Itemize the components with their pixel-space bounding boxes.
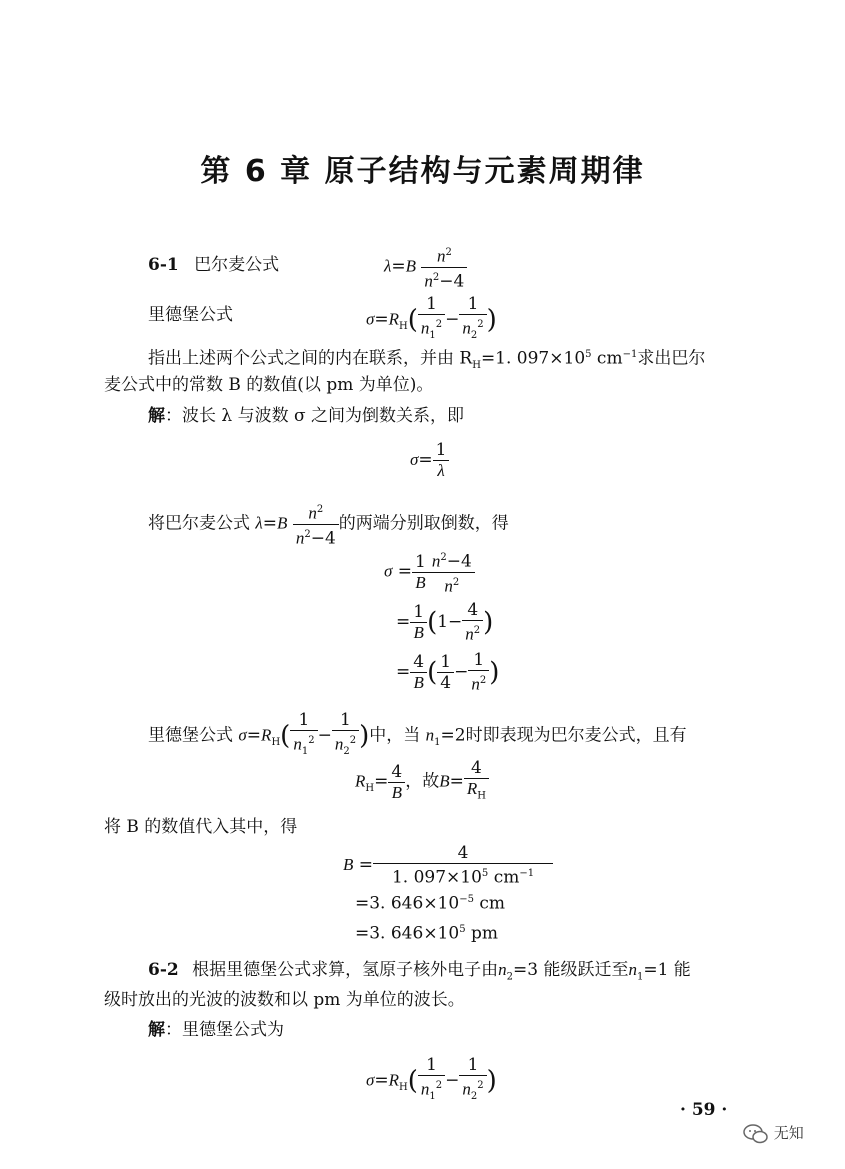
problem-2-label: 6-2 [148,960,179,980]
derivation-2: = $\frac{1}{B}$ (1− $\frac{4}{n^2}$ ) [396,600,494,644]
step-4-line: 将 B 的数值代入其中，得 [104,817,298,837]
balmer-name: 巴尔麦公式 [194,255,280,275]
watermark: 无知 [743,1122,804,1145]
rydberg-formula-2: $\sigma=R_H$( $\frac{1}{n_1^2}$ − $\frac{1}{n_2^2}$ ) [366,1055,497,1103]
rydberg-name: 里德堡公式 [148,305,233,325]
balmer-formula: λ=B $\frac{n^2}{n^2-4}$ [384,243,467,291]
problem-1-label: 6-1 [148,255,179,275]
reciprocal-formula: σ= $\frac{1}{\lambda}$ [410,440,449,481]
rydberg-formula: $\sigma=R_H$( $\frac{1}{n_1^2}$ − $\frac{1}{n_2^2}$ ) [366,294,497,342]
result-3: =3. $646\times 10^5$ pm [355,923,498,944]
problem-1-header [148,250,279,280]
page-number: · 59 · [680,1100,728,1120]
step-2-line: 将巴尔麦公式 λ=B $\frac{n^2}{n^2-4}$ 的两端分别取倒数，得 [148,500,509,548]
wechat-icon [743,1123,769,1145]
chapter-title: 第 6 章 原子结构与元素周期律 [200,154,645,189]
problem-2-line-2: 级时放出的光波的波数和以 pm 为单位的波长。 [104,990,465,1010]
result-1: B = $\frac{4}{1. 097\times 10^5 cm^{-1}}$ [343,843,553,888]
rh-relation: $R_H=$ $\frac{4}{B}$ ，故B= $\frac{4}{R_H}$ [355,758,489,806]
question-line-2: 麦公式中的常数 B 的数值(以 pm 为单位)。 [104,375,434,395]
derivation-1: σ = $\frac{1}{B}$ $\frac{n^2-4}{n^2}$ [384,548,475,596]
answer-1-line: 解：波长 λ 与波数 σ 之间为倒数关系，即 [148,406,464,426]
derivation-3: = $\frac{4}{B}$ ( $\frac{1}{4}$ − $\frac{1}{n^2}$ ) [396,650,500,694]
answer-2-line: 解：里德堡公式为 [148,1020,284,1040]
problem-2-line-1: 6-2 根据里德堡公式求算，氢原子核外电子由$n_2=3$ 能级跃迁至$n_1=1$ 能 [148,960,691,983]
step-3-line: 里德堡公式 $\sigma=R_H$( $\frac{1}{n_1^2}$ − $\frac{1}{n_2^2}$ )中，当 $n_1=2$时即表现为巴尔麦公式，且有 [148,710,687,758]
question-line-1: 指出上述两个公式之间的内在联系，并由 $R_H=1$. $097\times 10^5$ $cm^{-1}$求出巴尔 [148,348,706,372]
answer-label: 解 [148,406,165,426]
result-2: =3. $646\times 10^{-5}$ cm [355,893,506,914]
